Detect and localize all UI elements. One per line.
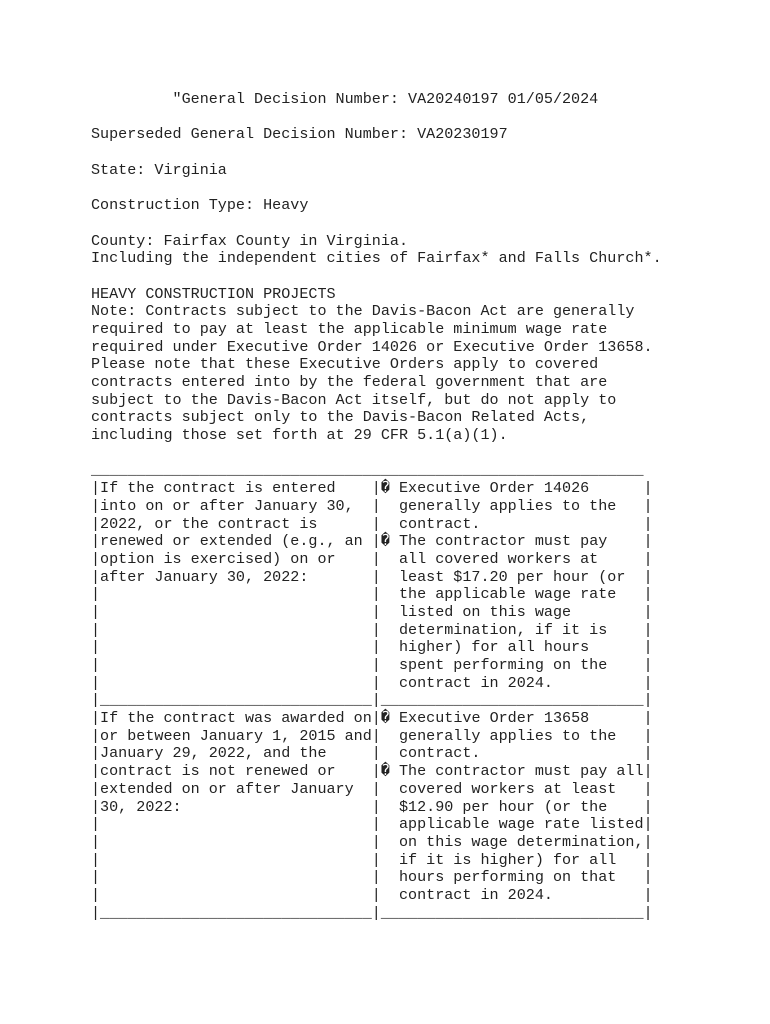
table-row-line: | | spent performing on the | <box>91 656 653 674</box>
table-row-line: | | hours performing on that | <box>91 868 653 887</box>
note-line: Please note that these Executive Orders apply to covered <box>91 355 599 374</box>
spacer <box>91 215 751 233</box>
note-line: Note: Contracts subject to the Davis-Bacon Act are generally <box>91 302 635 321</box>
table-row-line: | | if it is higher) for all | <box>91 850 653 869</box>
table-row-line: |If the contract was awarded on|� Executive Order 13658 | <box>91 709 653 728</box>
table-row-line: |January 29, 2022, and the | contract. | <box>91 744 653 763</box>
table-row-line: |If the contract is entered |� Executive Order 14026 | <box>91 479 653 498</box>
note-line: required under Executive Order 14026 or Executive Order 13658. <box>91 337 653 356</box>
construction-type: Construction Type: Heavy <box>91 196 309 215</box>
county: County: Fairfax County in Virginia. <box>91 231 409 250</box>
spacer <box>91 109 751 127</box>
table-row-line: | | applicable wage rate listed| <box>91 815 653 834</box>
note-line: contracts entered into by the federal government that are <box>91 373 608 391</box>
table-row-line: |2022, or the contract is | contract. | <box>91 514 653 533</box>
table-row-line: | | determination, if it is | <box>91 620 653 639</box>
table-row-line: | | on this wage determination,| <box>91 832 653 851</box>
executive-order-table <box>91 462 751 922</box>
table-row-line: |into on or after January 30, | generally applies to the | <box>91 496 653 515</box>
table-row-line: |extended on or after January | covered workers at least | <box>91 779 653 798</box>
included-cities: Including the independent cities of Fairfax* and Falls Church*. <box>91 249 662 268</box>
table-row-eo-14026 <box>91 480 751 710</box>
table-row-line: |after January 30, 2022: | least $17.20 per hour (or | <box>91 567 653 586</box>
table-top-border: _____________________________________________________________ <box>91 461 644 480</box>
table-row-line: |option is exercised) on or | all covered workers at | <box>91 549 653 568</box>
table-row-line: | | higher) for all hours | <box>91 638 653 657</box>
state: State: Virginia <box>91 160 227 179</box>
table-row-line: |renewed or extended (e.g., an |� The contractor must pay | <box>91 532 653 551</box>
section-heading: HEAVY CONSTRUCTION PROJECTS <box>91 284 336 303</box>
note-line: including those set forth at 29 CFR 5.1(a)(1). <box>91 426 508 445</box>
note-line: subject to the Davis-Bacon Act itself, but do not apply to <box>91 390 617 409</box>
spacer <box>91 144 751 162</box>
wage-determination-document <box>91 91 751 922</box>
table-row-border: |______________________________|_____________________________| <box>91 903 653 922</box>
table-row-line: |or between January 1, 2015 and| generally applies to the | <box>91 726 653 745</box>
spacer <box>91 179 751 197</box>
general-decision-number: "General Decision Number: VA20240197 01/05/2024 <box>91 90 599 108</box>
spacer <box>91 445 751 463</box>
table-row-line: |30, 2022: | $12.90 per hour (or the | <box>91 797 653 816</box>
note-line: contracts subject only to the Davis-Bacon Related Acts, <box>91 408 590 427</box>
table-row-line: | | contract in 2024. | <box>91 885 653 904</box>
table-row-line: | | contract in 2024. | <box>91 673 653 692</box>
table-row-border: |______________________________|_____________________________| <box>91 691 653 710</box>
table-row-line: |contract is not renewed or |� The contractor must pay all| <box>91 762 653 781</box>
table-row-line: | | listed on this wage | <box>91 602 653 621</box>
table-row-line: | | the applicable wage rate | <box>91 585 653 604</box>
spacer <box>91 268 751 286</box>
superseded-decision-number: Superseded General Decision Number: VA20230197 <box>91 125 508 144</box>
note-line: required to pay at least the applicable minimum wage rate <box>91 319 608 338</box>
table-row-eo-13658 <box>91 710 751 922</box>
